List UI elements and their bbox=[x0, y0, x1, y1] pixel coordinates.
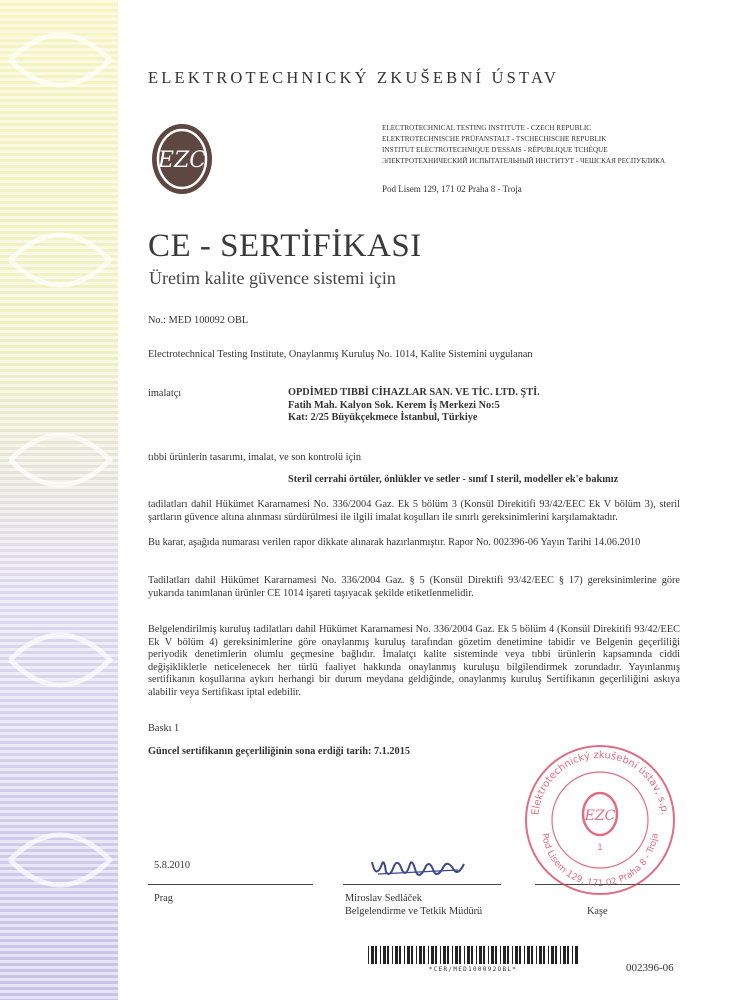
stamp-top-text: Elektrotechnický zkušební ústav, s.p. bbox=[530, 749, 670, 816]
institute-line: INSTITUT ELECTROTECHNIQUE D'ESSAIS - RÉPUBLIQUE TCHÈQUE bbox=[382, 146, 608, 154]
scope-label: tıbbi ürünlerin tasarımı, imalat, ve son kontrolü için bbox=[148, 452, 362, 463]
barcode-text: *CER/MED100092OBL* bbox=[428, 966, 518, 973]
validity-date: Güncel sertifikanın geçerliliğinin sona erdiği tarih: 7.1.2015 bbox=[148, 746, 410, 757]
svg-text:EZC: EZC bbox=[157, 148, 207, 173]
stamp-label: Kaşe bbox=[587, 906, 608, 917]
institute-address: Pod Lisem 129, 171 02 Praha 8 - Troja bbox=[382, 184, 522, 194]
issue-date: 5.8.2010 bbox=[154, 860, 191, 871]
paragraph: Bu karar, aşağıda numarası verilen rapor dikkate alınarak hazırlanmıştır. Rapor No. 002396-06 Yayın Tarihi 14.06.2010 bbox=[148, 537, 641, 548]
manufacturer-label: imalatçı bbox=[148, 388, 182, 399]
date-line bbox=[148, 884, 313, 885]
institute-lines bbox=[382, 123, 665, 167]
security-pattern-band bbox=[0, 0, 118, 1000]
certificate-title: CE - SERTİFİKASI bbox=[148, 228, 422, 264]
issue-place: Prag bbox=[154, 893, 173, 904]
institute-line: ЭЛЕКТРОТЕХНИЧЕСКИЙ ИСПЫТАТЕЛЬНЫЙ ИНСТИТУТ - ЧЕШСКАЯ РЕСПУБЛИКА bbox=[382, 157, 666, 165]
ezu-logo-icon bbox=[150, 122, 214, 196]
stamp-number: 1 bbox=[597, 843, 603, 853]
signature-icon bbox=[368, 854, 468, 884]
institute-line: ELEKTROTECHNISCHE PRÜFANSTALT - TSCHECHISCHE REPUBLIK bbox=[382, 135, 607, 143]
signer-title: Belgelendirme ve Tetkik Müdürü bbox=[345, 906, 483, 917]
stamp-bottom-text: Pod Lisem 129, 171 02 Praha 8 - Troja bbox=[539, 832, 661, 890]
product-scope: Steril cerrahi örtüler, önlükler ve setler - sınıf I steril, modeller ek'e bakınız bbox=[288, 474, 619, 485]
manufacturer-address: Kat: 2/25 Büyükçekmece İstanbul, Türkiye bbox=[288, 412, 478, 423]
intro-text: Electrotechnical Testing Institute, Onaylanmış Kuruluş No. 1014, Kalite Sistemini uygulanan bbox=[148, 349, 533, 360]
signature-line bbox=[343, 884, 501, 885]
paragraph: tadilatları dahil Hükümet Kararnamesi No. 336/2004 Gaz. Ek 5 bölüm 3 (Konsül Direkitifi 93/42/EEC Ek V bölüm 3), steril şartların güvence altına alınması sürdürülmesi ile ilgili imalat koşulları ile sınırlı gereksinimlerini karşılamaktadır. bbox=[148, 499, 680, 523]
certificate-subtitle: Üretim kalite güvence sistemi için bbox=[149, 268, 396, 288]
report-number: 002396-06 bbox=[626, 962, 674, 974]
barcode-icon bbox=[368, 946, 578, 964]
certificate-number: No.: MED 100092 OBL bbox=[148, 315, 249, 326]
manufacturer-address: Fatih Mah. Kalyon Sok. Kerem İş Merkezi No:5 bbox=[288, 399, 500, 411]
official-stamp-icon bbox=[520, 740, 680, 900]
edition-label: Baskı 1 bbox=[148, 723, 180, 734]
institute-name: ELEKTROTECHNICKÝ ZKUŠEBNÍ ÚSTAV bbox=[148, 68, 560, 87]
svg-text:Elektrotechnický zkušební ústa bbox=[530, 750, 670, 816]
svg-text:EZC: EZC bbox=[584, 808, 616, 824]
paragraph: Belgelendirilmiş kuruluş tadilatları dahil Hükümet Kararnamesi No. 336/2004 Gaz. Ek 5 bölüm 4 (Konsül Direkitifi 93/42/EEC Ek V bölüm 4) gereksinimlerine göre onaylanmış kuruluş tarafından gözetim denetimine tabidir ve Belgenin geçerliliği periyodik denetimlerin olumlu geçmesine bağlıdır. İmalatçı kalite sisteminde veya tıbbi ürünlerin kapsamında ciddi değişikliklerle neticelenecek her türlü faaliyet hakkında onaylanmış kuruluşu bilgilendirmek zorundadır. Yayınlanmış sertifikanın koşullarına aykırı herhangi bir durum meydana geldiğinde, onaylanmış kuruluş Sertifikanın geçerliliğini askıya alabilir veya Sertifikası iptal edebilir. bbox=[148, 624, 680, 698]
manufacturer-name: OPDİMED TIBBİ CİHAZLAR SAN. VE TİC. LTD. ŞTİ. bbox=[288, 387, 540, 398]
manufacturer-block bbox=[288, 387, 540, 425]
signer-name: Miroslav Sedláček bbox=[345, 893, 422, 904]
paragraph: Tadilatları dahil Hükümet Kararnamesi No. 336/2004 Gaz. § 5 (Konsül Direktifi 93/42/EEC § 17) gereksinimlerine göre yukarıda tanımlanan ürünler CE 1014 işareti taşıyacak şekilde etiketlenmelidir. bbox=[148, 575, 680, 599]
institute-line: ELECTROTECHNICAL TESTING INSTITUTE - CZECH REPUBLIC bbox=[382, 124, 592, 132]
